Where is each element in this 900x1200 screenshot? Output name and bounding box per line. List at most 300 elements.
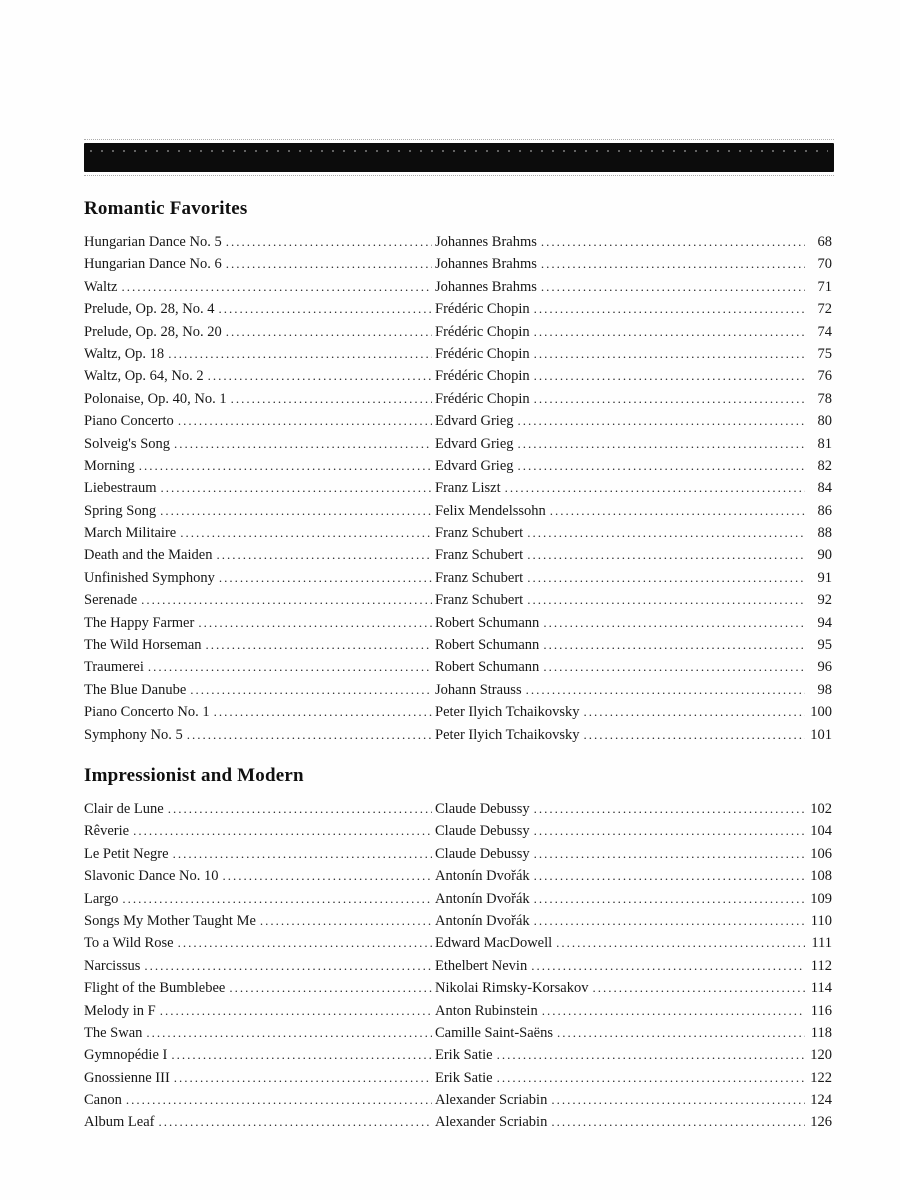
entry-composer: Franz Schubert bbox=[435, 592, 524, 609]
toc-row bbox=[84, 913, 832, 935]
composer-cell bbox=[435, 659, 832, 676]
entry-page-number: 110 bbox=[810, 912, 832, 929]
entry-composer: Johannes Brahms bbox=[435, 234, 537, 250]
table-of-contents bbox=[84, 196, 832, 1137]
entry-page-number: 78 bbox=[817, 390, 832, 407]
dot-leader bbox=[139, 458, 432, 474]
title-cell bbox=[84, 913, 435, 930]
entry-title: Hungarian Dance No. 5 bbox=[84, 234, 222, 250]
dot-leader bbox=[126, 1092, 432, 1108]
dot-leader bbox=[541, 234, 805, 250]
dot-leader bbox=[531, 958, 805, 974]
dot-leader bbox=[551, 1114, 805, 1130]
title-cell bbox=[84, 279, 435, 296]
entry-title: Liebestraum bbox=[84, 480, 157, 497]
toc-row bbox=[84, 503, 832, 525]
dot-leader bbox=[121, 279, 432, 295]
composer-cell bbox=[435, 480, 832, 497]
title-cell bbox=[84, 935, 435, 952]
composer-cell bbox=[435, 801, 832, 818]
dot-leader bbox=[497, 1047, 805, 1063]
toc-row bbox=[84, 823, 832, 845]
dot-leader bbox=[527, 525, 805, 541]
dot-leader bbox=[260, 913, 432, 929]
entry-title: To a Wild Rose bbox=[84, 935, 174, 952]
entry-composer: Antonín Dvořák bbox=[435, 912, 530, 929]
entry-page-number: 81 bbox=[817, 435, 832, 452]
entry-page-number: 120 bbox=[810, 1047, 832, 1064]
composer-cell bbox=[435, 682, 832, 699]
toc-row bbox=[84, 480, 832, 502]
entry-page-number: 90 bbox=[817, 547, 832, 564]
entry-composer: Frédéric Chopin bbox=[435, 368, 530, 385]
entry-composer: Ethelbert Nevin bbox=[435, 957, 528, 974]
entry-composer: Frédéric Chopin bbox=[435, 323, 530, 340]
toc-row bbox=[84, 256, 832, 278]
title-cell bbox=[84, 1092, 435, 1109]
dot-leader bbox=[556, 935, 805, 951]
dot-leader bbox=[206, 637, 432, 653]
entry-composer: Antonín Dvořák bbox=[435, 868, 530, 885]
dot-leader bbox=[216, 547, 432, 563]
dot-leader bbox=[223, 868, 433, 884]
dot-leader bbox=[219, 301, 433, 317]
title-cell bbox=[84, 346, 435, 363]
entry-title: Songs My Mother Taught Me bbox=[84, 912, 256, 929]
dot-leader bbox=[534, 913, 805, 929]
title-cell bbox=[84, 301, 435, 318]
entry-composer: Robert Schumann bbox=[435, 659, 540, 676]
entry-page-number: 104 bbox=[810, 823, 832, 840]
dot-leader bbox=[174, 436, 432, 452]
decorative-header-bar bbox=[84, 143, 834, 172]
dot-leader bbox=[527, 592, 805, 608]
title-cell bbox=[84, 868, 435, 885]
entry-composer: Johannes Brahms bbox=[435, 256, 537, 273]
title-cell bbox=[84, 458, 435, 475]
toc-row bbox=[84, 391, 832, 413]
title-cell bbox=[84, 256, 435, 273]
toc-row bbox=[84, 935, 832, 957]
toc-row bbox=[84, 547, 832, 569]
dot-leader bbox=[219, 570, 432, 586]
entry-title: The Wild Horseman bbox=[84, 637, 202, 654]
entry-composer: Franz Liszt bbox=[435, 480, 501, 497]
entry-composer: Anton Rubinstein bbox=[435, 1002, 538, 1019]
entry-title: Le Petit Negre bbox=[84, 845, 169, 862]
composer-cell bbox=[435, 368, 832, 385]
entry-composer: Franz Schubert bbox=[435, 525, 524, 542]
entry-title: Gymnopédie I bbox=[84, 1047, 168, 1064]
toc-row bbox=[84, 891, 832, 913]
entry-composer: Franz Schubert bbox=[435, 547, 524, 564]
dot-leader bbox=[518, 458, 805, 474]
composer-cell bbox=[435, 503, 832, 520]
composer-cell bbox=[435, 727, 832, 744]
entry-composer: Robert Schumann bbox=[435, 637, 540, 654]
dot-leader bbox=[148, 659, 432, 675]
entry-title: Morning bbox=[84, 457, 135, 474]
composer-cell bbox=[435, 846, 832, 863]
entry-title: Symphony No. 5 bbox=[84, 726, 183, 743]
toc-row bbox=[84, 801, 832, 823]
title-cell bbox=[84, 1114, 435, 1131]
toc-row bbox=[84, 525, 832, 547]
title-cell bbox=[84, 525, 435, 542]
entry-title: Gnossienne III bbox=[84, 1069, 170, 1086]
composer-cell bbox=[435, 592, 832, 609]
entry-composer: Alexander Scriabin bbox=[435, 1092, 548, 1109]
entry-title: Polonaise, Op. 40, No. 1 bbox=[84, 390, 227, 407]
toc-row bbox=[84, 234, 832, 256]
toc-row bbox=[84, 413, 832, 435]
entry-composer: Edward MacDowell bbox=[435, 935, 553, 952]
entry-page-number: 82 bbox=[817, 457, 832, 474]
title-cell bbox=[84, 547, 435, 564]
dot-leader bbox=[174, 1070, 432, 1086]
toc-row bbox=[84, 980, 832, 1002]
toc-row bbox=[84, 846, 832, 868]
entry-page-number: 96 bbox=[817, 659, 832, 676]
entry-composer: Peter Ilyich Tchaikovsky bbox=[435, 726, 580, 743]
entry-title: Prelude, Op. 28, No. 20 bbox=[84, 323, 222, 340]
composer-cell bbox=[435, 1070, 832, 1087]
entry-composer: Edvard Grieg bbox=[435, 457, 514, 474]
dot-leader bbox=[144, 958, 432, 974]
title-cell bbox=[84, 823, 435, 840]
entry-composer: Peter Ilyich Tchaikovsky bbox=[435, 704, 580, 721]
entry-composer: Frédéric Chopin bbox=[435, 301, 530, 318]
entry-title: March Militaire bbox=[84, 525, 177, 542]
title-cell bbox=[84, 958, 435, 975]
entry-list-romantic-favorites bbox=[84, 234, 832, 749]
dot-leader bbox=[543, 659, 805, 675]
toc-row bbox=[84, 1070, 832, 1092]
entry-composer: Alexander Scriabin bbox=[435, 1114, 548, 1131]
dot-leader bbox=[226, 324, 432, 340]
entry-page-number: 71 bbox=[817, 278, 832, 295]
entry-page-number: 75 bbox=[817, 345, 832, 362]
toc-row bbox=[84, 592, 832, 614]
composer-cell bbox=[435, 1003, 832, 1020]
dot-leader bbox=[527, 547, 805, 563]
entry-title: Flight of the Bumblebee bbox=[84, 980, 226, 997]
entry-page-number: 111 bbox=[811, 935, 832, 952]
composer-cell bbox=[435, 868, 832, 885]
entry-page-number: 101 bbox=[810, 726, 832, 743]
toc-row bbox=[84, 958, 832, 980]
entry-page-number: 80 bbox=[817, 413, 832, 430]
composer-cell bbox=[435, 637, 832, 654]
composer-cell bbox=[435, 346, 832, 363]
entry-page-number: 109 bbox=[810, 890, 832, 907]
dot-leader bbox=[534, 301, 805, 317]
entry-title: Unfinished Symphony bbox=[84, 569, 215, 586]
entry-composer: Antonín Dvořák bbox=[435, 890, 530, 907]
entry-page-number: 98 bbox=[817, 681, 832, 698]
entry-composer: Claude Debussy bbox=[435, 845, 530, 862]
composer-cell bbox=[435, 1025, 832, 1042]
dot-leader bbox=[229, 980, 432, 996]
title-cell bbox=[84, 391, 435, 408]
entry-title: Largo bbox=[84, 890, 119, 907]
entry-page-number: 70 bbox=[817, 256, 832, 273]
composer-cell bbox=[435, 980, 832, 997]
entry-title: Solveig's Song bbox=[84, 435, 171, 452]
dot-leader bbox=[141, 592, 432, 608]
title-cell bbox=[84, 234, 435, 251]
entry-page-number: 124 bbox=[810, 1092, 832, 1109]
entry-page-number: 126 bbox=[810, 1114, 832, 1131]
composer-cell bbox=[435, 704, 832, 721]
entry-composer: Felix Mendelssohn bbox=[435, 502, 546, 519]
entry-page-number: 106 bbox=[810, 845, 832, 862]
composer-cell bbox=[435, 301, 832, 318]
entry-title: Piano Concerto No. 1 bbox=[84, 704, 210, 721]
title-cell bbox=[84, 1003, 435, 1020]
composer-cell bbox=[435, 823, 832, 840]
toc-row bbox=[84, 570, 832, 592]
composer-cell bbox=[435, 615, 832, 632]
dot-leader bbox=[214, 704, 432, 720]
dot-leader bbox=[534, 324, 805, 340]
dot-leader bbox=[226, 256, 432, 272]
dot-leader bbox=[534, 868, 805, 884]
composer-cell bbox=[435, 525, 832, 542]
entry-title: Waltz bbox=[84, 278, 118, 295]
entry-title: Traumerei bbox=[84, 659, 144, 676]
entry-title: Rêverie bbox=[84, 823, 130, 840]
dot-leader bbox=[171, 1047, 432, 1063]
entry-composer: Erik Satie bbox=[435, 1047, 493, 1064]
dot-leader bbox=[542, 1003, 805, 1019]
dot-leader bbox=[527, 570, 805, 586]
composer-cell bbox=[435, 436, 832, 453]
dot-leader bbox=[534, 823, 805, 839]
toc-row bbox=[84, 704, 832, 726]
entry-page-number: 74 bbox=[817, 323, 832, 340]
entry-title: Slavonic Dance No. 10 bbox=[84, 868, 219, 885]
dot-leader bbox=[158, 1114, 432, 1130]
toc-row bbox=[84, 868, 832, 890]
toc-row bbox=[84, 637, 832, 659]
dot-leader bbox=[208, 368, 432, 384]
title-cell bbox=[84, 413, 435, 430]
section-heading-impressionist-and-modern: Impressionist and Modern bbox=[84, 764, 304, 786]
dot-leader bbox=[541, 256, 805, 272]
dot-leader bbox=[543, 615, 805, 631]
dot-leader bbox=[178, 413, 432, 429]
entry-composer: Erik Satie bbox=[435, 1069, 493, 1086]
dot-leader bbox=[534, 346, 805, 362]
composer-cell bbox=[435, 913, 832, 930]
dot-leader bbox=[178, 935, 432, 951]
entry-page-number: 94 bbox=[817, 614, 832, 631]
title-cell bbox=[84, 727, 435, 744]
entry-title: Melody in F bbox=[84, 1002, 156, 1019]
dot-leader bbox=[526, 682, 805, 698]
dot-leader bbox=[146, 1025, 432, 1041]
composer-cell bbox=[435, 570, 832, 587]
title-cell bbox=[84, 682, 435, 699]
composer-cell bbox=[435, 279, 832, 296]
title-cell bbox=[84, 1070, 435, 1087]
toc-row bbox=[84, 301, 832, 323]
entry-title: The Swan bbox=[84, 1024, 143, 1041]
entry-title: Prelude, Op. 28, No. 4 bbox=[84, 301, 215, 318]
entry-page-number: 108 bbox=[810, 868, 832, 885]
dot-leader bbox=[180, 525, 432, 541]
entry-title: Canon bbox=[84, 1092, 122, 1109]
toc-row bbox=[84, 1092, 832, 1114]
entry-composer: Edvard Grieg bbox=[435, 413, 514, 430]
entry-title: The Blue Danube bbox=[84, 681, 187, 698]
toc-row bbox=[84, 368, 832, 390]
title-cell bbox=[84, 480, 435, 497]
dot-leader bbox=[173, 846, 432, 862]
entry-page-number: 86 bbox=[817, 502, 832, 519]
dot-leader bbox=[122, 891, 432, 907]
title-cell bbox=[84, 368, 435, 385]
dot-leader bbox=[534, 368, 805, 384]
dot-leader bbox=[551, 1092, 805, 1108]
composer-cell bbox=[435, 891, 832, 908]
dot-leader bbox=[518, 413, 805, 429]
composer-cell bbox=[435, 1092, 832, 1109]
composer-cell bbox=[435, 1047, 832, 1064]
toc-row bbox=[84, 436, 832, 458]
entry-page-number: 102 bbox=[810, 800, 832, 817]
toc-row bbox=[84, 1114, 832, 1136]
composer-cell bbox=[435, 935, 832, 952]
entry-composer: Frédéric Chopin bbox=[435, 390, 530, 407]
entry-composer: Johann Strauss bbox=[435, 681, 522, 698]
title-cell bbox=[84, 570, 435, 587]
toc-row bbox=[84, 458, 832, 480]
entry-page-number: 92 bbox=[817, 592, 832, 609]
title-cell bbox=[84, 592, 435, 609]
entry-page-number: 114 bbox=[810, 980, 832, 997]
title-cell bbox=[84, 891, 435, 908]
title-cell bbox=[84, 846, 435, 863]
dot-leader bbox=[543, 637, 805, 653]
dot-leader bbox=[497, 1070, 805, 1086]
entry-page-number: 112 bbox=[810, 957, 832, 974]
entry-title: Clair de Lune bbox=[84, 800, 164, 817]
composer-cell bbox=[435, 324, 832, 341]
entry-page-number: 91 bbox=[817, 569, 832, 586]
dot-leader bbox=[160, 1003, 432, 1019]
dot-leader bbox=[534, 391, 805, 407]
entry-page-number: 118 bbox=[810, 1024, 832, 1041]
entry-page-number: 76 bbox=[817, 368, 832, 385]
entry-list-impressionist-and-modern bbox=[84, 801, 832, 1137]
entry-title: Album Leaf bbox=[84, 1114, 155, 1131]
toc-row bbox=[84, 346, 832, 368]
toc-row bbox=[84, 682, 832, 704]
composer-cell bbox=[435, 1114, 832, 1131]
dot-leader bbox=[534, 846, 805, 862]
dot-leader bbox=[584, 727, 806, 743]
entry-composer: Robert Schumann bbox=[435, 614, 540, 631]
title-cell bbox=[84, 436, 435, 453]
entry-title: Waltz, Op. 64, No. 2 bbox=[84, 368, 204, 385]
dot-leader bbox=[160, 503, 432, 519]
entry-composer: Claude Debussy bbox=[435, 823, 530, 840]
toc-row bbox=[84, 279, 832, 301]
title-cell bbox=[84, 980, 435, 997]
dot-leader bbox=[557, 1025, 805, 1041]
entry-title: Narcissus bbox=[84, 957, 141, 974]
dot-leader bbox=[160, 480, 432, 496]
title-cell bbox=[84, 324, 435, 341]
dot-leader bbox=[550, 503, 805, 519]
section-heading-romantic-favorites: Romantic Favorites bbox=[84, 198, 248, 219]
entry-page-number: 88 bbox=[817, 525, 832, 542]
title-cell bbox=[84, 1047, 435, 1064]
entry-composer: Johannes Brahms bbox=[435, 278, 537, 295]
dot-leader bbox=[505, 480, 805, 496]
composer-cell bbox=[435, 458, 832, 475]
entry-page-number: 84 bbox=[817, 480, 832, 497]
entry-composer: Camille Saint-Saëns bbox=[435, 1024, 553, 1041]
dot-leader bbox=[226, 234, 432, 250]
dot-leader bbox=[534, 891, 805, 907]
dot-leader bbox=[592, 980, 805, 996]
title-cell bbox=[84, 503, 435, 520]
entry-title: Serenade bbox=[84, 592, 138, 609]
toc-row bbox=[84, 727, 832, 749]
entry-title: Waltz, Op. 18 bbox=[84, 345, 165, 362]
entry-title: Death and the Maiden bbox=[84, 547, 213, 564]
entry-page-number: 68 bbox=[817, 234, 832, 250]
composer-cell bbox=[435, 391, 832, 408]
entry-composer: Franz Schubert bbox=[435, 569, 524, 586]
title-cell bbox=[84, 1025, 435, 1042]
entry-title: The Happy Farmer bbox=[84, 614, 195, 631]
dot-leader bbox=[541, 279, 805, 295]
composer-cell bbox=[435, 256, 832, 273]
toc-row bbox=[84, 1047, 832, 1069]
entry-title: Piano Concerto bbox=[84, 413, 174, 430]
entry-page-number: 100 bbox=[810, 704, 832, 721]
toc-row bbox=[84, 1003, 832, 1025]
toc-row bbox=[84, 615, 832, 637]
dot-leader bbox=[231, 391, 432, 407]
dot-leader bbox=[190, 682, 432, 698]
composer-cell bbox=[435, 234, 832, 251]
dot-leader bbox=[518, 436, 805, 452]
entry-composer: Nikolai Rimsky-Korsakov bbox=[435, 980, 589, 997]
entry-title: Hungarian Dance No. 6 bbox=[84, 256, 222, 273]
composer-cell bbox=[435, 958, 832, 975]
dot-leader bbox=[198, 615, 432, 631]
toc-row bbox=[84, 324, 832, 346]
title-cell bbox=[84, 637, 435, 654]
toc-row bbox=[84, 659, 832, 681]
title-cell bbox=[84, 615, 435, 632]
toc-row bbox=[84, 1025, 832, 1047]
title-cell bbox=[84, 704, 435, 721]
entry-title: Spring Song bbox=[84, 502, 157, 519]
dot-leader bbox=[133, 823, 432, 839]
composer-cell bbox=[435, 413, 832, 430]
entry-page-number: 122 bbox=[810, 1069, 832, 1086]
entry-page-number: 116 bbox=[810, 1002, 832, 1019]
entry-composer: Frédéric Chopin bbox=[435, 345, 530, 362]
dot-leader bbox=[534, 801, 805, 817]
dot-leader bbox=[187, 727, 432, 743]
